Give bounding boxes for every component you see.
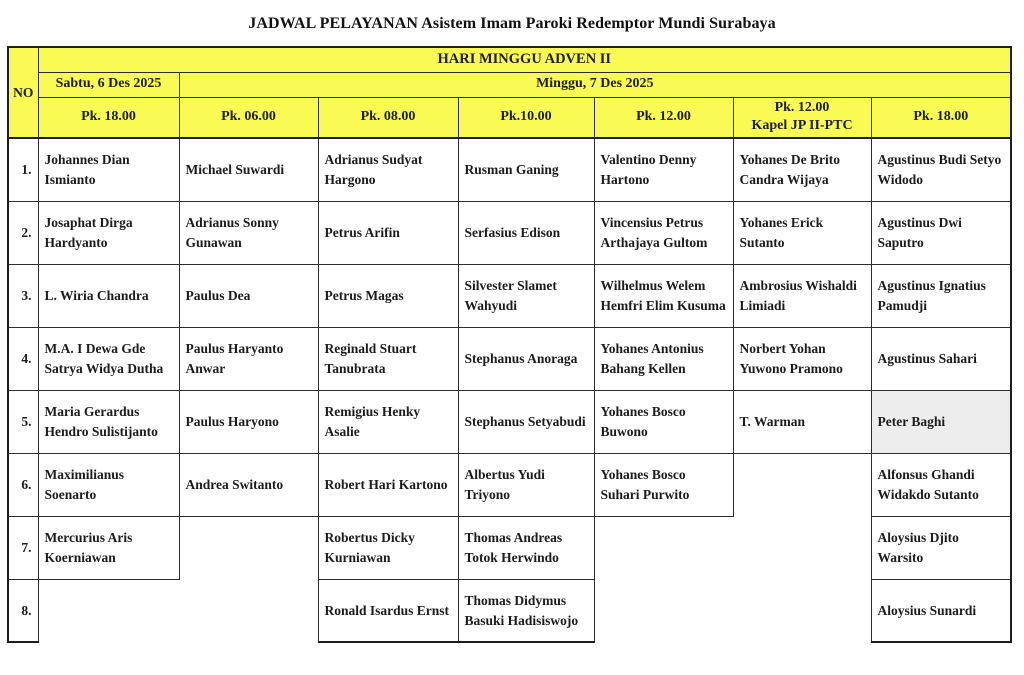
schedule-cell: Wilhelmus Welem Hemfri Elim Kusuma bbox=[594, 264, 733, 327]
schedule-cell: Agustinus Sahari bbox=[871, 327, 1011, 390]
no-column-header: NO bbox=[8, 47, 38, 138]
schedule-cell: Robertus Dicky Kurniawan bbox=[318, 516, 458, 579]
schedule-cell-empty bbox=[733, 579, 871, 642]
schedule-cell: Agustinus Ignatius Pamudji bbox=[871, 264, 1011, 327]
schedule-cell: Mercurius Aris Koerniawan bbox=[38, 516, 179, 579]
row-number: 5. bbox=[8, 390, 38, 453]
event-header-row bbox=[8, 47, 1011, 72]
time-header-label: Pk. 12.00 bbox=[774, 99, 830, 115]
schedule-cell: Robert Hari Kartono bbox=[318, 453, 458, 516]
schedule-cell: Stephanus Setyabudi bbox=[458, 390, 594, 453]
schedule-cell: Maria Gerardus Hendro Sulistijanto bbox=[38, 390, 179, 453]
page-title: JADWAL PELAYANAN Asistem Imam Paroki Redemptor Mundi Surabaya bbox=[248, 15, 776, 32]
table-row bbox=[8, 327, 1011, 390]
schedule-cell: Yohanes Bosco Suhari Purwito bbox=[594, 453, 733, 516]
schedule-cell: Aloysius Djito Warsito bbox=[871, 516, 1011, 579]
table-row bbox=[8, 390, 1011, 453]
time-header-sun-1800: Pk. 18.00 bbox=[871, 97, 1011, 138]
date-header-saturday: Sabtu, 6 Des 2025 bbox=[38, 72, 179, 97]
schedule-cell-empty bbox=[179, 516, 318, 579]
schedule-cell-empty bbox=[38, 579, 179, 642]
schedule-cell: Albertus Yudi Triyono bbox=[458, 453, 594, 516]
table-row bbox=[8, 453, 1011, 516]
schedule-cell: Remigius Henky Asalie bbox=[318, 390, 458, 453]
schedule-cell: Rusman Ganing bbox=[458, 138, 594, 201]
schedule-cell: Johannes Dian Ismianto bbox=[38, 138, 179, 201]
schedule-cell: Maximilianus Soenarto bbox=[38, 453, 179, 516]
schedule-cell: Paulus Haryanto Anwar bbox=[179, 327, 318, 390]
schedule-cell: Reginald Stuart Tanubrata bbox=[318, 327, 458, 390]
schedule-cell: Petrus Magas bbox=[318, 264, 458, 327]
row-number: 7. bbox=[8, 516, 38, 579]
schedule-cell: Adrianus Sonny Gunawan bbox=[179, 201, 318, 264]
row-number: 1. bbox=[8, 138, 38, 201]
schedule-cell: M.A. I Dewa Gde Satrya Widya Dutha bbox=[38, 327, 179, 390]
table-row bbox=[8, 138, 1011, 201]
table-row bbox=[8, 579, 1011, 642]
time-header-0800: Pk. 08.00 bbox=[318, 97, 458, 138]
schedule-cell: Paulus Haryono bbox=[179, 390, 318, 453]
time-header-1200-kapel bbox=[733, 97, 871, 138]
schedule-cell: Stephanus Anoraga bbox=[458, 327, 594, 390]
schedule-cell-empty bbox=[179, 579, 318, 642]
row-number: 3. bbox=[8, 264, 38, 327]
schedule-cell: Agustinus Budi Setyo Widodo bbox=[871, 138, 1011, 201]
schedule-cell: Agustinus Dwi Saputro bbox=[871, 201, 1011, 264]
schedule-cell-empty bbox=[594, 516, 733, 579]
schedule-cell-empty bbox=[733, 516, 871, 579]
schedule-cell: Ambrosius Wishaldi Limiadi bbox=[733, 264, 871, 327]
date-header-sunday: Minggu, 7 Des 2025 bbox=[179, 72, 1011, 97]
schedule-cell: Petrus Arifin bbox=[318, 201, 458, 264]
schedule-cell: Thomas Didymus Basuki Hadisiswojo bbox=[458, 579, 594, 642]
schedule-cell: T. Warman bbox=[733, 390, 871, 453]
row-number: 4. bbox=[8, 327, 38, 390]
event-header: HARI MINGGU ADVEN II bbox=[38, 47, 1011, 72]
time-header-row bbox=[8, 97, 1011, 138]
time-header-sublabel: Kapel JP II-PTC bbox=[751, 118, 853, 134]
row-number: 6. bbox=[8, 453, 38, 516]
schedule-cell-empty bbox=[594, 579, 733, 642]
schedule-cell: Yohanes Bosco Buwono bbox=[594, 390, 733, 453]
row-number: 8. bbox=[8, 579, 38, 642]
table-row bbox=[8, 201, 1011, 264]
time-header-1200: Pk. 12.00 bbox=[594, 97, 733, 138]
schedule-cell: Adrianus Sudyat Hargono bbox=[318, 138, 458, 201]
schedule-cell: Norbert Yohan Yuwono Pramono bbox=[733, 327, 871, 390]
schedule-cell: Yohanes Antonius Bahang Kellen bbox=[594, 327, 733, 390]
row-number: 2. bbox=[8, 201, 38, 264]
schedule-cell: Vincensius Petrus Arthajaya Gultom bbox=[594, 201, 733, 264]
schedule-cell: Paulus Dea bbox=[179, 264, 318, 327]
date-header-row bbox=[8, 72, 1011, 97]
schedule-table bbox=[7, 46, 1012, 643]
time-header-0600: Pk. 06.00 bbox=[179, 97, 318, 138]
schedule-cell: Josaphat Dirga Hardyanto bbox=[38, 201, 179, 264]
time-header-sat-1800: Pk. 18.00 bbox=[38, 97, 179, 138]
table-row bbox=[8, 516, 1011, 579]
schedule-cell: Yohanes Erick Sutanto bbox=[733, 201, 871, 264]
time-header-1000: Pk.10.00 bbox=[458, 97, 594, 138]
schedule-cell: Andrea Switanto bbox=[179, 453, 318, 516]
schedule-cell: Thomas Andreas Totok Herwindo bbox=[458, 516, 594, 579]
schedule-cell: Serfasius Edison bbox=[458, 201, 594, 264]
schedule-cell: Alfonsus Ghandi Widakdo Sutanto bbox=[871, 453, 1011, 516]
schedule-cell: L. Wiria Chandra bbox=[38, 264, 179, 327]
schedule-cell: Aloysius Sunardi bbox=[871, 579, 1011, 642]
table-row bbox=[8, 264, 1011, 327]
schedule-cell: Ronald Isardus Ernst bbox=[318, 579, 458, 642]
schedule-cell: Silvester Slamet Wahyudi bbox=[458, 264, 594, 327]
schedule-cell: Yohanes De Brito Candra Wijaya bbox=[733, 138, 871, 201]
schedule-cell-highlighted: Peter Baghi bbox=[871, 390, 1011, 453]
schedule-cell: Valentino Denny Hartono bbox=[594, 138, 733, 201]
schedule-cell: Michael Suwardi bbox=[179, 138, 318, 201]
schedule-cell-empty bbox=[733, 453, 871, 516]
